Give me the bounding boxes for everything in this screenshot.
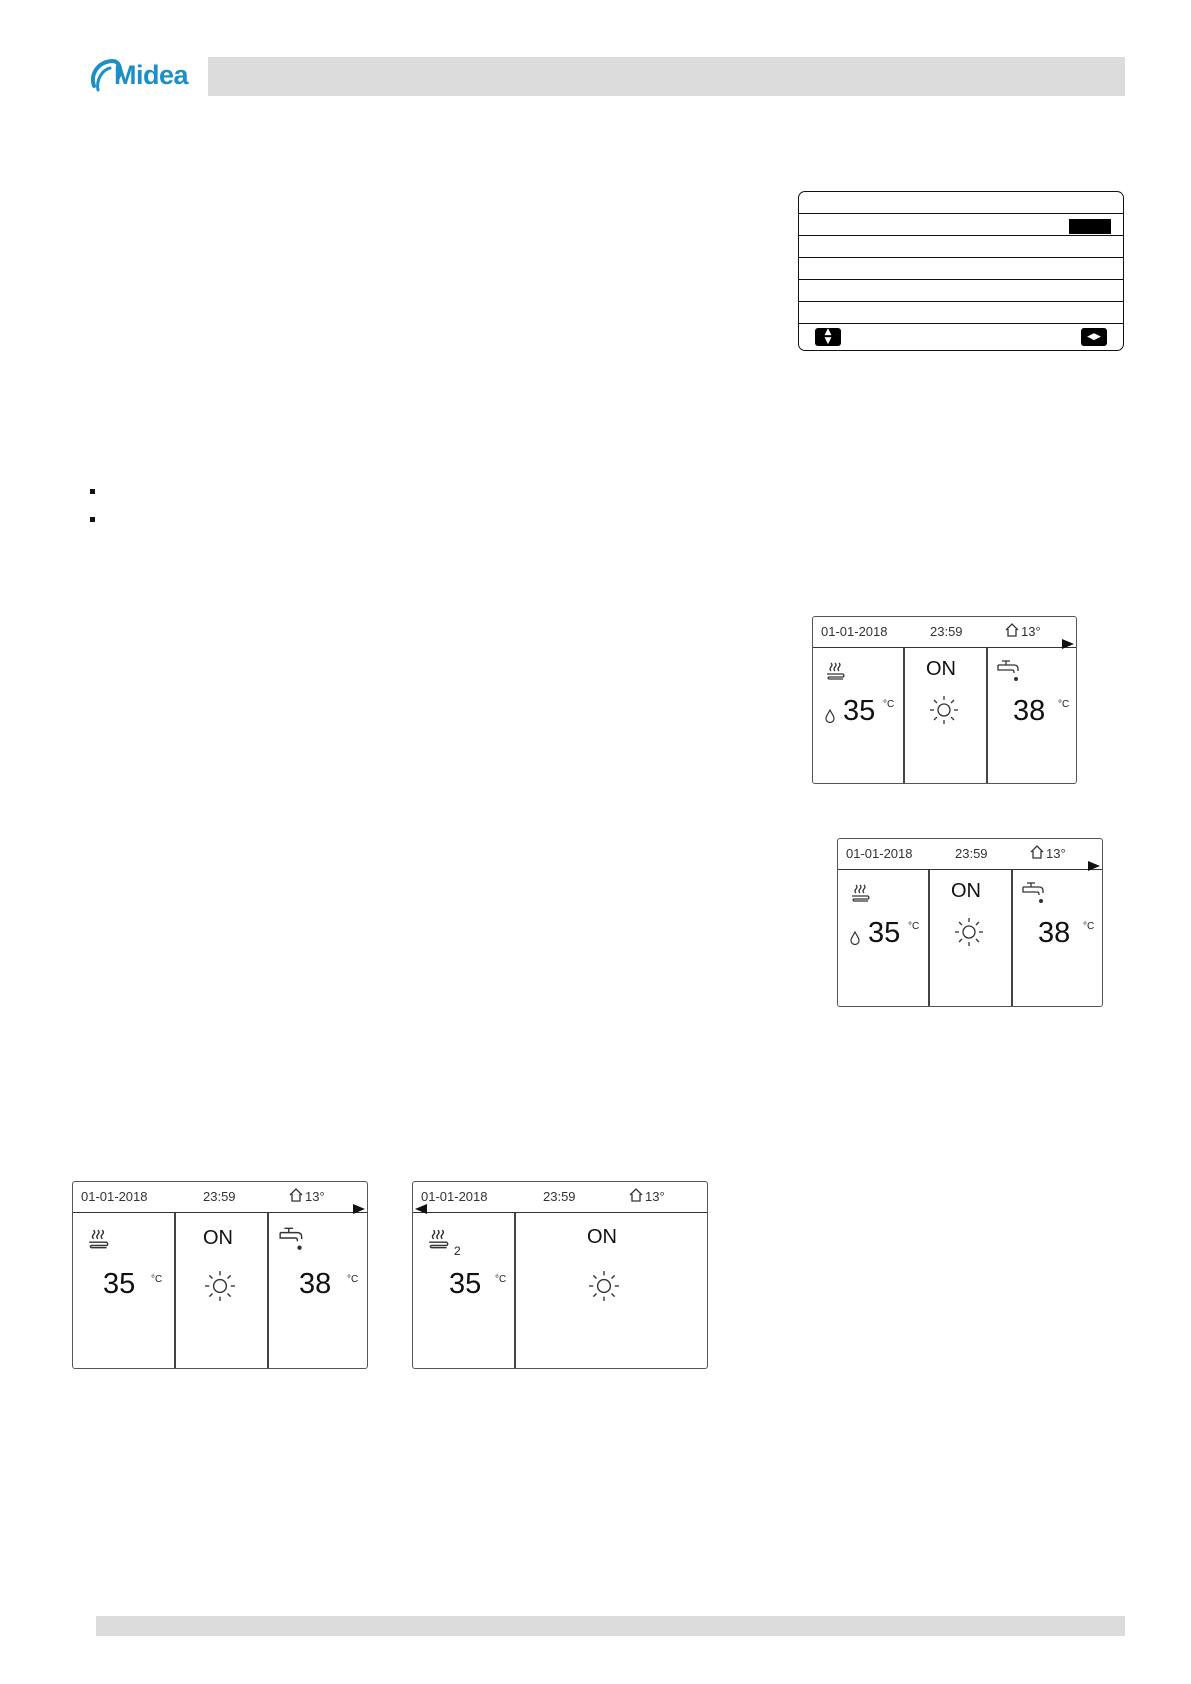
dhw-temp: 38 [1038,917,1071,949]
status-bar [73,1182,367,1213]
arrow-left-icon[interactable] [415,1204,427,1214]
home-screen [812,616,1077,784]
column-divider [903,648,905,783]
water-drop-icon [825,709,835,723]
date-label: 01-01-2018 [81,1189,148,1204]
status-on[interactable]: ON [203,1227,233,1249]
status-on[interactable]: ON [587,1226,617,1248]
dhw-temp: 38 [299,1268,332,1300]
sun-icon [588,1270,620,1302]
column-divider [986,648,988,783]
floor-heating-icon[interactable] [850,883,872,905]
home-screen [72,1181,368,1369]
house-icon [1029,844,1045,860]
menu-row[interactable] [799,236,1123,258]
header-bar [208,57,1125,96]
home-screen [837,838,1103,1007]
water-drop-icon [850,931,860,945]
sun-icon [954,917,984,947]
menu-screen [798,191,1124,351]
up-down-arrows-icon[interactable]: ▲ ▼ [815,328,841,346]
temp-unit: °C [908,921,920,932]
outdoor-temp: 13° [645,1189,665,1204]
time-label: 23:59 [930,624,963,639]
dhw-temp: 38 [1013,695,1046,727]
zone-number: 2 [454,1244,461,1258]
house-icon [288,1187,304,1203]
status-on[interactable]: ON [951,880,981,902]
temp-unit: °C [883,699,895,710]
column-divider [267,1213,269,1368]
floor-heating-icon[interactable] [87,1228,111,1252]
heating-temp: 35 [843,695,876,727]
status-on[interactable]: ON [926,658,956,680]
bullet-marker [90,517,95,522]
outdoor-temp: 13° [1046,846,1066,861]
heating-temp: 35 [103,1268,136,1300]
bullet-marker [90,489,95,494]
brand-name: Midea [114,60,189,90]
water-tap-icon[interactable] [1021,879,1047,905]
house-icon [628,1187,644,1203]
column-divider [1011,870,1013,1006]
status-bar [838,839,1102,870]
time-label: 23:59 [955,846,988,861]
arrow-right-icon[interactable] [1088,861,1100,871]
menu-title-row [799,192,1123,214]
column-divider [928,870,930,1006]
left-right-arrows-icon[interactable]: ◀▶ [1081,328,1107,346]
menu-row[interactable] [799,258,1123,280]
water-tap-icon[interactable] [996,657,1022,683]
heating-temp: 35 [868,917,901,949]
temp-unit: °C [495,1274,507,1285]
column-divider [174,1213,176,1368]
arrow-right-icon[interactable] [1062,639,1074,649]
sun-icon [929,695,959,725]
temp-unit: °C [151,1274,163,1285]
date-label: 01-01-2018 [846,846,913,861]
date-label: 01-01-2018 [421,1189,488,1204]
temp-unit: °C [347,1274,359,1285]
footer-bar [96,1616,1125,1636]
temp-unit: °C [1083,921,1095,932]
house-icon [1004,622,1020,638]
floor-heating-icon[interactable] [427,1228,451,1252]
column-divider [514,1213,516,1368]
water-tap-icon[interactable] [278,1224,306,1252]
arrow-right-icon[interactable] [353,1204,365,1214]
temp-unit: °C [1058,699,1070,710]
home-screen [412,1181,708,1369]
outdoor-temp: 13° [1021,624,1041,639]
midea-logo [88,56,192,96]
status-bar [413,1182,707,1213]
outdoor-temp: 13° [305,1189,325,1204]
date-label: 01-01-2018 [821,624,888,639]
menu-row[interactable] [799,280,1123,302]
time-label: 23:59 [543,1189,576,1204]
status-bar [813,617,1076,648]
menu-selected-value[interactable] [1069,219,1111,234]
sun-icon [204,1270,236,1302]
heating-temp: 35 [449,1268,482,1300]
time-label: 23:59 [203,1189,236,1204]
floor-heating-icon[interactable] [825,661,847,683]
menu-row[interactable] [799,302,1123,324]
